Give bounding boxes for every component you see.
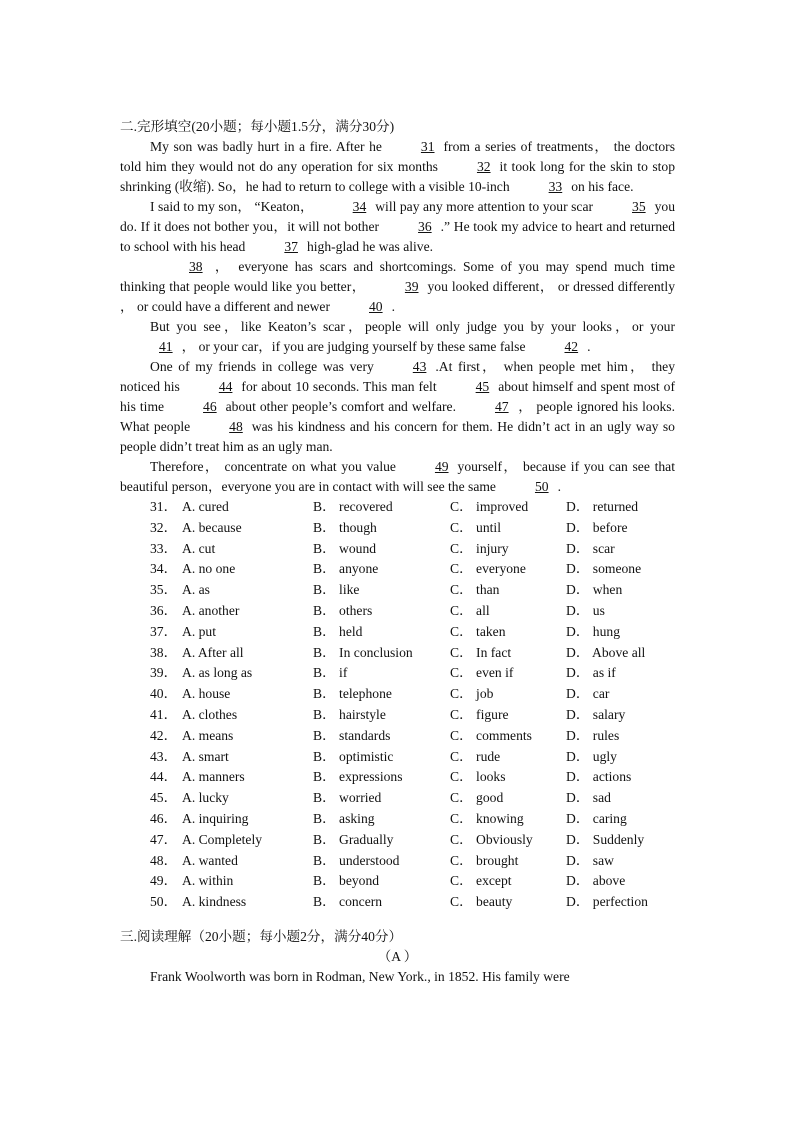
option-b: B． concern <box>313 894 383 910</box>
question-number: 40． <box>150 686 178 702</box>
blank-41: 41 <box>159 339 173 354</box>
option-d: D． caring <box>566 810 627 826</box>
question-number: 35． <box>150 582 178 598</box>
option-c: C． than <box>450 582 500 598</box>
option-d: D． as if <box>566 665 616 681</box>
blank-31: 31 <box>420 139 435 154</box>
option-b: B． telephone <box>313 686 392 702</box>
text: Therefore， concentrate on what you value <box>150 459 396 474</box>
question-number: 43． <box>150 748 178 764</box>
option-c: C． In fact <box>450 644 512 660</box>
option-d: D． car <box>566 686 610 702</box>
option-a: A. house <box>182 686 231 702</box>
option-d: D． when <box>566 582 623 598</box>
text: it took long for the skin to stop shrinking (收缩). So，he had to return to college with a visible 10-inch <box>120 159 676 194</box>
option-d: D． returned <box>566 499 639 514</box>
option-c: C． knowing <box>450 810 524 826</box>
option-a: A. smart <box>182 748 229 764</box>
option-c: C． good <box>450 790 504 806</box>
option-b: B． asking <box>313 810 375 826</box>
text: will pay any more attention to your scar <box>375 199 594 214</box>
option-a: A. Completely <box>182 831 263 847</box>
question-number: 48． <box>150 852 178 868</box>
option-d: D． before <box>566 519 628 535</box>
exam-page <box>120 117 675 987</box>
blank-44: 44 <box>218 379 233 394</box>
text: you do. If it does not bother you，it will not bother <box>120 199 675 234</box>
blank-48: 48 <box>229 419 243 434</box>
text: My son was badly hurt in a fire. After he <box>150 139 382 154</box>
option-c: C． except <box>450 873 512 889</box>
option-c: C． even if <box>450 665 514 681</box>
option-c: C． comments <box>450 727 532 743</box>
text: . <box>587 339 591 354</box>
text: . <box>391 299 395 314</box>
passage-paragraph-1 <box>120 137 675 197</box>
question-number: 31． <box>150 499 178 514</box>
option-a: A. kindness <box>182 894 247 910</box>
question-number: 34． <box>150 561 178 577</box>
option-a: A. another <box>182 602 240 618</box>
option-row-31 <box>120 497 675 518</box>
text: about other people’s comfort and welfare. <box>225 399 456 414</box>
passage-paragraph-2 <box>120 197 675 257</box>
text: ， everyone has scars and shortcomings. Some of you may spend much time thinking that people would like you better， <box>120 259 675 294</box>
option-a: A. lucky <box>182 790 229 806</box>
option-b: B． like <box>313 582 360 598</box>
section-gap <box>120 913 675 927</box>
option-b: B． standards <box>313 727 391 743</box>
text: But you see，like Keaton’s scar，people will only judge you by your looks，or your <box>150 319 675 334</box>
blank-33: 33 <box>548 179 563 194</box>
blank-36: 36 <box>418 219 432 234</box>
option-d: D． above <box>566 873 626 889</box>
question-number: 33． <box>150 540 178 556</box>
option-c: C． everyone <box>450 561 526 577</box>
question-number: 42． <box>150 727 178 743</box>
option-b: B． though <box>313 519 377 535</box>
option-b: B． if <box>313 665 348 681</box>
text: ， people ignored his looks. What people <box>120 399 675 434</box>
option-d: D． perfection <box>566 894 648 910</box>
option-row-36 <box>120 601 675 622</box>
option-b: B． Gradually <box>313 831 394 847</box>
option-d: D． hung <box>566 623 620 639</box>
question-number: 32． <box>150 519 178 535</box>
option-a: A. within <box>182 873 234 889</box>
option-c: C． beauty <box>450 894 513 910</box>
option-c: C． job <box>450 686 494 702</box>
option-row-47 <box>120 830 675 851</box>
option-d: D． actions <box>566 769 632 785</box>
option-row-35 <box>120 580 675 601</box>
option-a: A. no one <box>182 561 236 577</box>
question-number: 44． <box>150 769 178 785</box>
option-d: D． salary <box>566 706 626 722</box>
option-a: A. inquiring <box>182 810 249 826</box>
option-row-33 <box>120 539 675 560</box>
option-row-50 <box>120 892 675 913</box>
text: you looked different， or dressed differently ， or could have a different and newer <box>120 279 675 314</box>
option-b: B． others <box>313 602 373 618</box>
question-number: 45． <box>150 790 178 806</box>
option-d: D． rules <box>566 727 620 743</box>
text: for about 10 seconds. This man felt <box>241 379 437 394</box>
option-a: A. as <box>182 582 210 598</box>
passage-paragraph-4 <box>120 317 675 357</box>
text: . <box>557 479 561 494</box>
question-number: 49． <box>150 873 178 889</box>
option-row-32 <box>120 518 675 539</box>
option-row-45 <box>120 788 675 809</box>
option-c: C． taken <box>450 623 506 639</box>
option-row-41 <box>120 705 675 726</box>
option-b: B． hairstyle <box>313 706 386 722</box>
option-row-40 <box>120 684 675 705</box>
blank-39: 39 <box>404 279 419 294</box>
blank-37: 37 <box>284 239 298 254</box>
option-a: A. manners <box>182 769 245 785</box>
option-b: B． anyone <box>313 561 379 577</box>
question-number: 36． <box>150 602 178 618</box>
option-c: C． figure <box>450 706 509 722</box>
blank-38: 38 <box>189 259 203 274</box>
option-c: C． Obviously <box>450 831 533 847</box>
option-d: D． sad <box>566 790 611 806</box>
option-b: B． wound <box>313 540 377 556</box>
option-row-37 <box>120 622 675 643</box>
option-a: A. because <box>182 519 242 535</box>
question-number: 37． <box>150 623 178 639</box>
blank-32: 32 <box>476 159 491 174</box>
blank-42: 42 <box>564 339 579 354</box>
text: yourself， because if you can see that beautiful person，everyone you are in contact with will see the same <box>120 459 675 494</box>
option-row-42 <box>120 726 675 747</box>
option-d: D． ugly <box>566 748 617 764</box>
option-a: A. After all <box>182 644 244 660</box>
option-b: B． beyond <box>313 873 380 889</box>
option-row-46 <box>120 809 675 830</box>
option-d: D． saw <box>566 852 614 868</box>
passage-paragraph-6 <box>120 457 675 497</box>
option-row-38 <box>120 643 675 664</box>
option-c: C． all <box>450 602 490 618</box>
option-b: B． expressions <box>313 769 403 785</box>
text: ， or your car，if you are judging yourself by these same false <box>181 339 526 354</box>
option-b: B． In conclusion <box>313 644 413 660</box>
option-c: C． injury <box>450 540 509 556</box>
option-c: C． improved <box>450 499 529 514</box>
question-number: 47． <box>150 831 178 847</box>
blank-35: 35 <box>632 199 646 214</box>
option-a: A. put <box>182 623 216 639</box>
option-a: A. clothes <box>182 706 238 722</box>
option-a: A. cured <box>182 499 229 514</box>
option-row-48 <box>120 851 675 872</box>
option-row-43 <box>120 747 675 768</box>
option-a: A. cut <box>182 540 216 556</box>
question-number: 39． <box>150 665 178 681</box>
option-b: B． understood <box>313 852 400 868</box>
text: I said to my son， “Keaton， <box>150 199 314 214</box>
option-c: C． brought <box>450 852 519 868</box>
question-number: 46． <box>150 810 178 826</box>
option-c: C． until <box>450 519 501 535</box>
option-a: A. as long as <box>182 665 253 681</box>
option-c: C． looks <box>450 769 506 785</box>
option-row-34 <box>120 559 675 580</box>
option-row-44 <box>120 767 675 788</box>
text: on his face. <box>571 179 634 194</box>
text: .At first， when people met him， they noticed his <box>120 359 675 394</box>
reading-first-line: Frank Woolworth was born in Rodman, New York., in 1852. His family were <box>150 968 570 984</box>
question-number: 41． <box>150 706 178 722</box>
option-b: B． recovered <box>313 499 393 514</box>
question-number: 50． <box>150 894 178 910</box>
option-row-49 <box>120 871 675 892</box>
option-d: D． someone <box>566 561 642 577</box>
text: from a series of treatments， the doctors told him they would not do any operation for six months <box>120 139 675 174</box>
option-d: D． Suddenly <box>566 831 645 847</box>
text: was his kindness and his concern for them. He didn’t act in an ugly way so people didn’t treat him as an ugly man. <box>120 419 675 454</box>
option-b: B． held <box>313 623 363 639</box>
option-d: D． scar <box>566 540 615 556</box>
passage-paragraph-5 <box>120 357 675 457</box>
passage-paragraph-3 <box>120 257 675 317</box>
option-b: B． optimistic <box>313 748 394 764</box>
option-b: B． worried <box>313 790 382 806</box>
blank-40: 40 <box>369 299 383 314</box>
section-title-cloze: 二.完形填空(20小题；每小题1.5分，满分30分) <box>120 119 395 134</box>
option-d: D． Above all <box>566 644 646 660</box>
option-c: C． rude <box>450 748 501 764</box>
blank-34: 34 <box>352 199 367 214</box>
reading-part-label: （A ） <box>377 948 418 964</box>
blank-45: 45 <box>475 379 490 394</box>
blank-46: 46 <box>203 399 217 414</box>
blank-49: 49 <box>434 459 449 474</box>
option-row-39 <box>120 663 675 684</box>
blank-50: 50 <box>534 479 549 494</box>
section-title-reading: 三.阅读理解（20小题；每小题2分，满分40分） <box>120 928 403 944</box>
blank-43: 43 <box>412 359 427 374</box>
text: .” He took my advice to heart and returned to school with his head <box>120 219 675 254</box>
option-a: A. wanted <box>182 852 238 868</box>
option-a: A. means <box>182 727 234 743</box>
text: about himself and spent most of his time <box>120 379 675 414</box>
blank-47: 47 <box>494 399 509 414</box>
options-list <box>120 497 675 913</box>
text: high-glad he was alive. <box>306 239 434 254</box>
text: One of my friends in college was very <box>150 359 374 374</box>
option-d: D． us <box>566 602 605 618</box>
question-number: 38． <box>150 644 178 660</box>
